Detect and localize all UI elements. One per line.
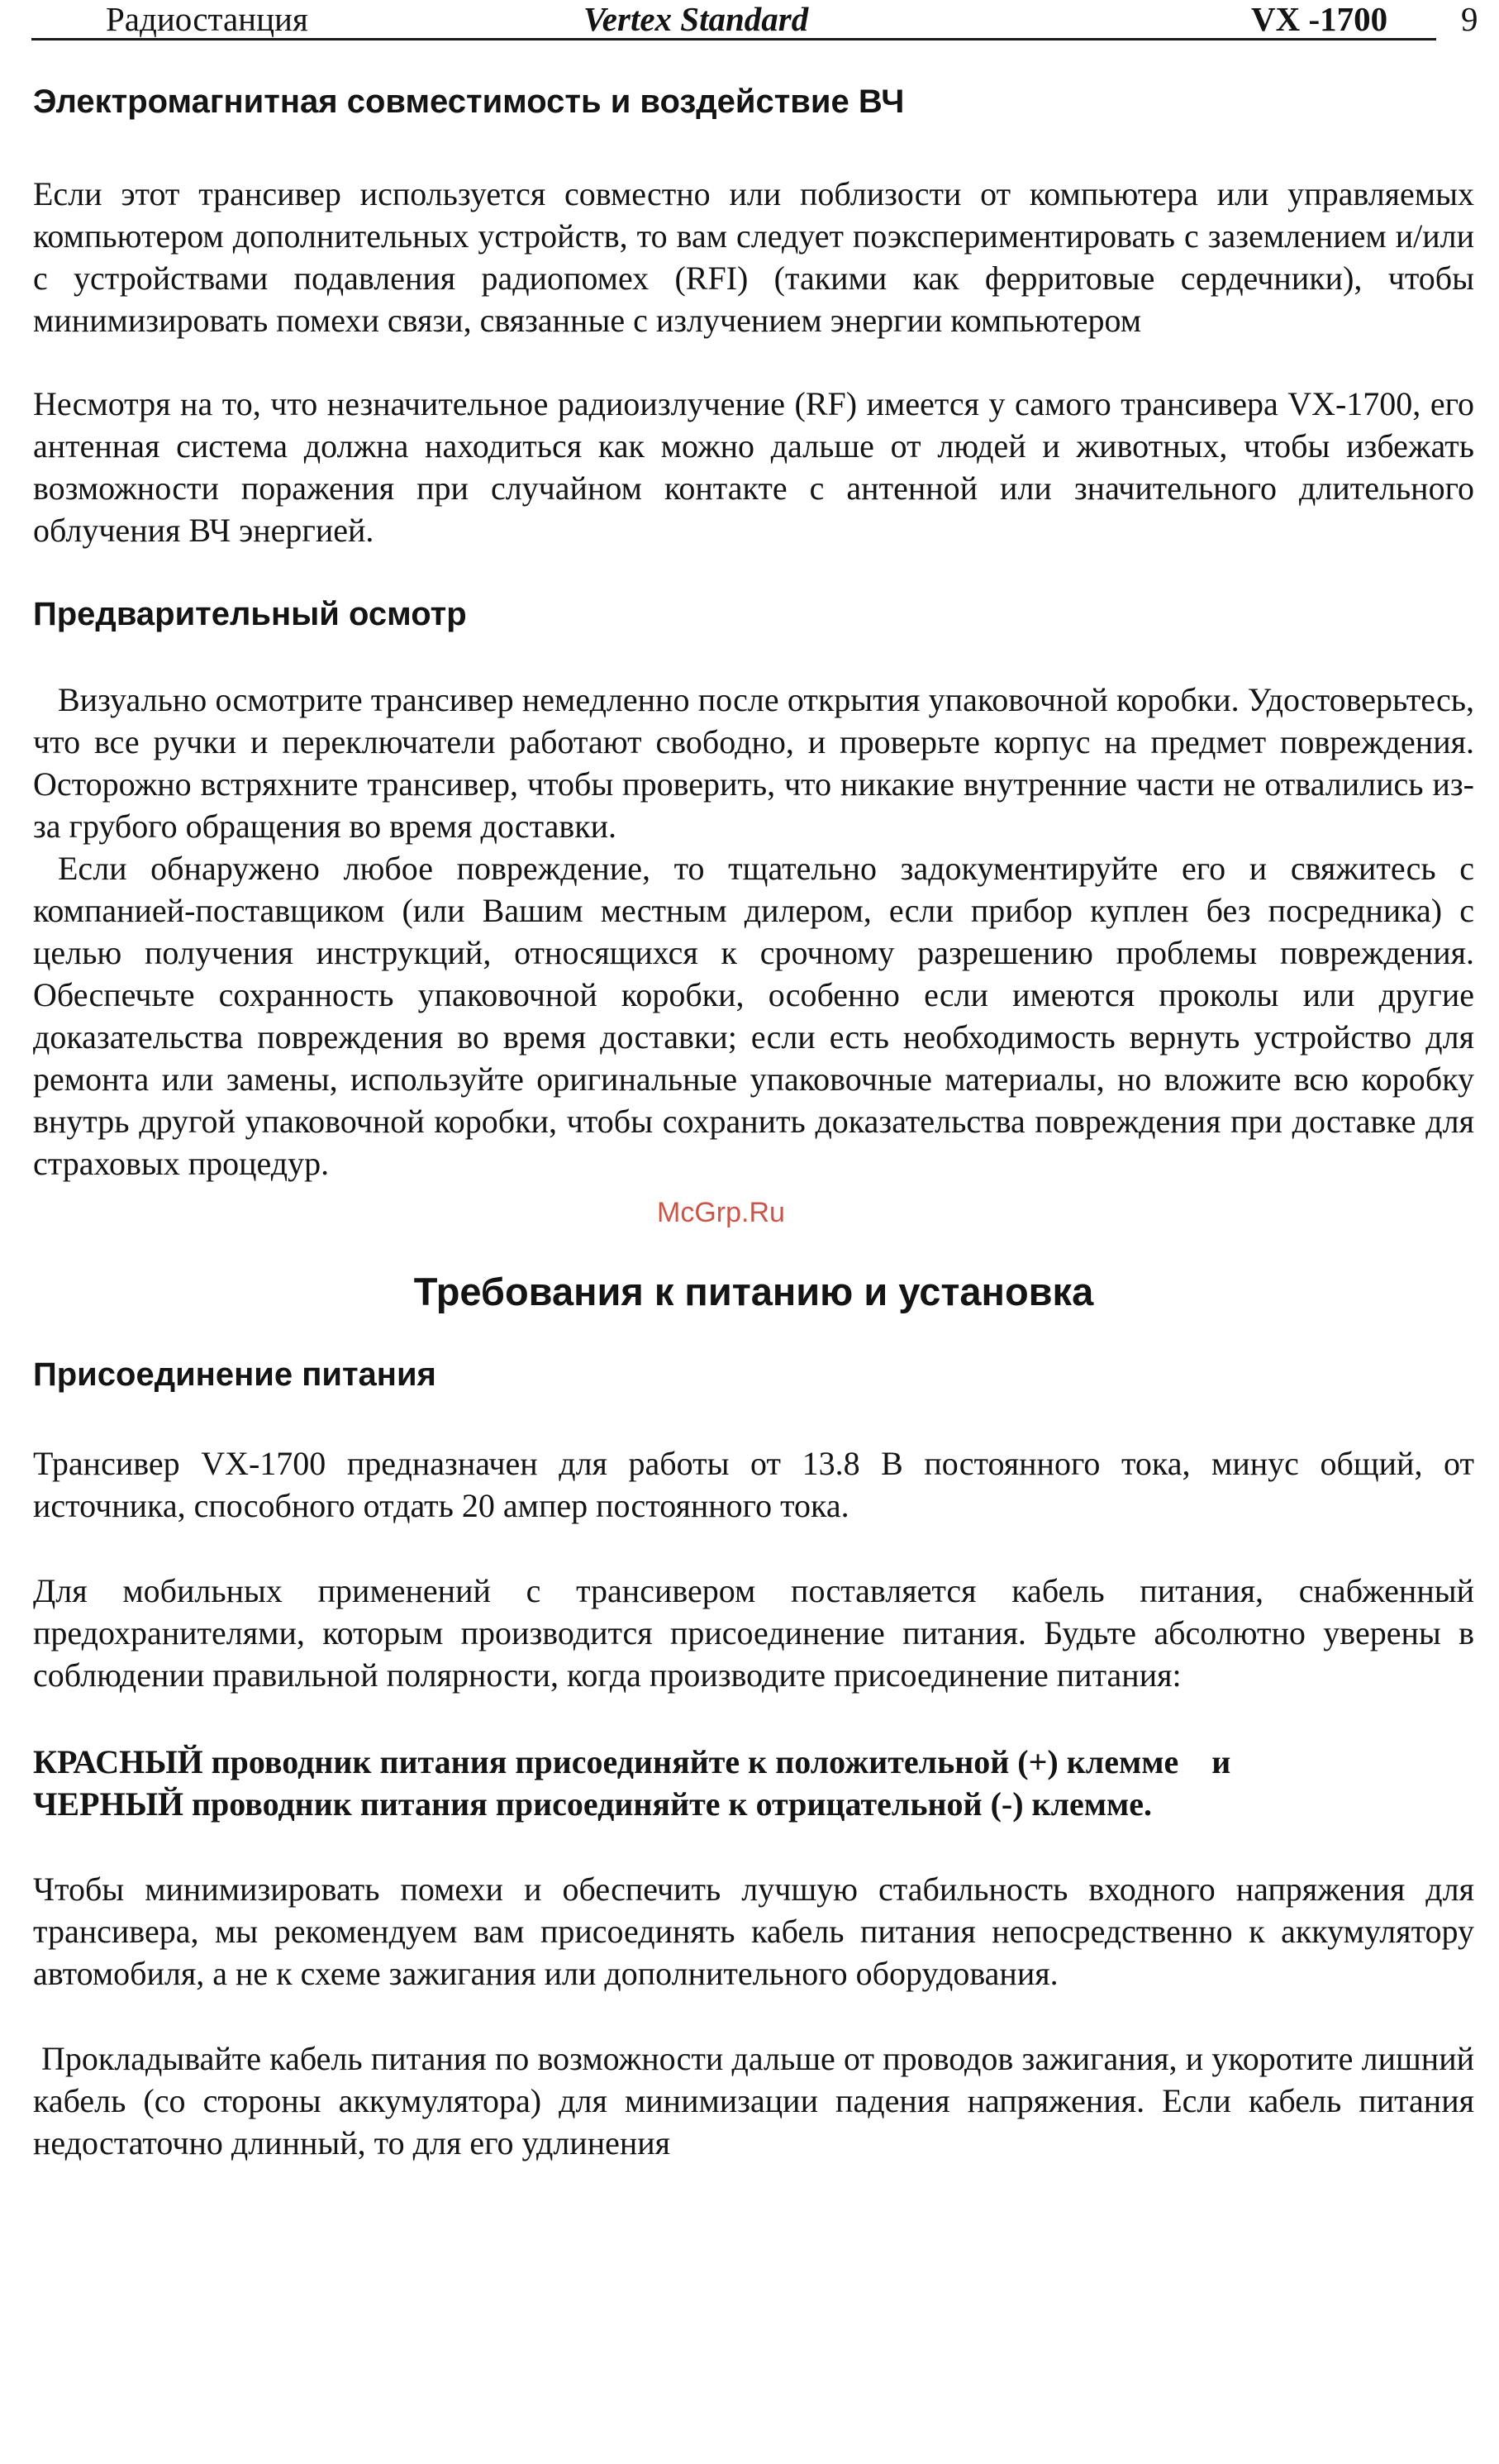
power-red-lead-instruction: КРАСНЫЙ проводник питания присоединяйте к положительной (+) клемме и (33, 1743, 1231, 1780)
page-header (31, 0, 1436, 41)
power-connection-heading: Присоединение питания (33, 1356, 436, 1393)
power-paragraph-1: Трансивер VX-1700 предназначен для работы от 13.8 В постоянного тока, минус общий, от источника, способного отдать 20 ампер постоянного тока. (33, 1445, 1474, 1524)
emc-paragraph-1: Если этот трансивер используется совместно или поблизости от компьютера или управляемых компьютером дополнительных устройств, то вам следует поэкспериментировать с заземлением и/или с устройствами подавления радиопомех (RFI) (такими как ферритовые сердечники), чтобы минимизировать помехи связи, связанные с излучением энергии компьютером (33, 175, 1474, 339)
power-black-lead-instruction: ЧЕРНЫЙ проводник питания присоединяйте к отрицательной (-) клемме. (33, 1785, 1153, 1823)
header-model: VX -1700 (1251, 0, 1388, 38)
header-device-type: Радиостанция (106, 0, 308, 38)
watermark: McGrp.Ru (657, 1197, 785, 1228)
power-paragraph-4: Прокладывайте кабель питания по возможности дальше от проводов зажигания, и укоротите лишний кабель (со стороны аккумулятора) для минимизации падения напряжения. Если кабель питания недостаточно длинный, то для его удлинения (33, 2040, 1474, 2161)
header-brand: Vertex Standard (583, 0, 809, 38)
page-number: 9 (1461, 0, 1478, 38)
inspection-paragraph-1: Визуально осмотрите трансивер немедленно после открытия упаковочной коробки. Удостоверьтесь, что все ручки и переключатели работают свободно, и проверьте корпус на предмет повреждения. Осторожно встряхните трансивер, чтобы проверить, что никакие внутренние части не отвалились из-за грубого обращения во время доставки. (33, 681, 1474, 845)
document-body (33, 79, 1474, 2164)
inspection-heading: Предварительный осмотр (33, 596, 467, 632)
power-paragraph-2: Для мобильных применений с трансивером поставляется кабель питания, снабженный предохранителями, которым производится присоединение питания. Будьте абсолютно уверены в соблюдении правильной полярности, когда производите присоединение питания: (33, 1572, 1474, 1694)
emc-heading: Электромагнитная совместимость и воздействие ВЧ (33, 83, 905, 120)
power-paragraph-3: Чтобы минимизировать помехи и обеспечить лучшую стабильность входного напряжения для трансивера, мы рекомендуем вам присоединять кабель питания непосредственно к аккумулятору автомобиля, а не к схеме зажигания или дополнительного оборудования. (33, 1871, 1474, 1992)
emc-paragraph-2: Несмотря на то, что незначительное радиоизлучение (RF) имеется у самого трансивера VX-1700, его антенная система должна находиться как можно дальше от людей и животных, чтобы избежать возможности поражения при случайном контакте с антенной или значительного длительного облучения ВЧ энергией. (33, 385, 1474, 549)
inspection-paragraph-2: Если обнаружено любое повреждение, то тщательно задокументируйте его и свяжитесь с компанией-поставщиком (или Вашим местным дилером, если прибор куплен без посредника) с целью получения инструкций, относящихся к срочному разрешению проблемы повреждения. Обеспечьте сохранность упаковочной коробки, особенно если имеются проколы или другие доказательства повреждения во время доставки; если есть необходимость вернуть устройство для ремонта или замены, используйте оригинальные упаковочные материалы, но вложите всю коробку внутрь другой упаковочной коробки, чтобы сохранить доказательства повреждения при доставке для страховых процедур. (33, 850, 1474, 1182)
power-section-title: Требования к питанию и установка (413, 1270, 1094, 1313)
